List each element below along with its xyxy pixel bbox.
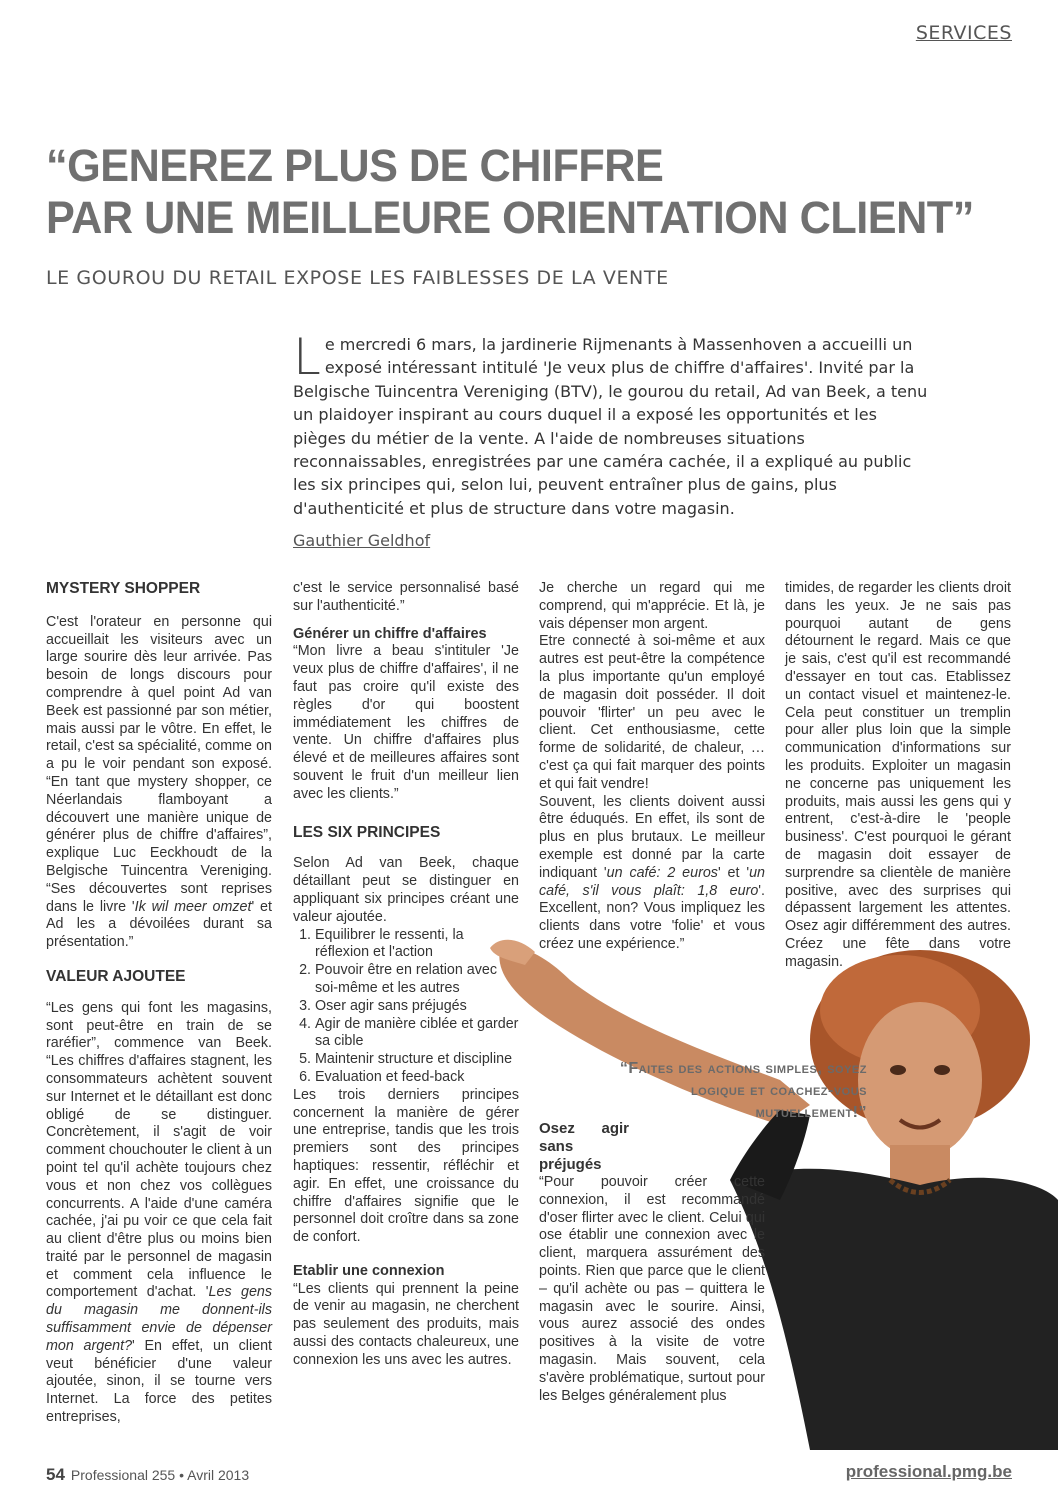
title-line-2: PAR UNE MEILLEURE ORIENTATION CLIENT” (46, 192, 974, 243)
heading-generer-chiffre: Générer un chiffre d'affaires (293, 625, 487, 642)
list-item: 5. Maintenir structure et discipline (315, 1051, 519, 1069)
column-4 (785, 580, 1011, 972)
paragraph: “Pour pouvoir créer cette connexion, il est recommandé d'oser flirter avec le client. Celui qui ose établir une connexion avec le client, marquera assurément des points. Rien que parce que le client – qu'il achète ou pas – quittera le magasin avec le sourire. Ainsi, vous aurez associé des ondes positives à la visite de votre magasin. Mais souvent, cela s'avère problématique, surtout pour les Belges généralement plus (539, 1174, 765, 1404)
paragraph: timides, de regarder les clients droit dans les yeux. Je ne sais pas pourquoi autant de gens détournent le regard. Mais ce que je sais, c'est qu'il est recommandé d'essayer en tout cas. Etablissez un contact visuel et maintenez-le. Cela peut constituer un tremplin pour aller plus loin que la simple communication d'informations sur les produits. Exploiter un magasin ne concerne pas uniquement les produits, mais aussi les gens qui y entrent, c'est-à-dire le 'people business'. C'est pourquoi le gérant de magasin doit essayer de surprendre sa clientèle de manière positive, avec des surprises qui dépassent largement les attentes. Osez agir différemment des autres. Créez une fête dans votre magasin. (785, 580, 1011, 970)
section-label: SERVICES (915, 22, 1012, 44)
list-item: 2. Pouvoir être en relation avec soi-même et les autres (315, 962, 519, 998)
list-item: 1. Equilibrer le ressenti, la réflexion et l'action (315, 927, 519, 963)
paragraph: Etre connecté à soi-même et aux autres est peut-être la compétence la plus importante qu'un employé de magasin doit posséder. Il doit pouvoir 'flirter' un peu avec le client. Cet enthousiasme, cette forme de solidarité, de chaleur, … c'est ça qui fait marquer des points et qui fait vendre! (539, 633, 765, 792)
heading-mystery-shopper: MYSTERY SHOPPER (46, 580, 201, 597)
heading-etablir-connexion: Etablir une connexion (293, 1262, 445, 1279)
issue-info: Professional 255 • Avril 2013 (70, 1467, 250, 1483)
intro-text: e mercredi 6 mars, la jardinerie Rijmenants à Massenhoven a accueilli un exposé intéressant intitulé 'Je veux plus de chiffre d'affaires'. Invité par la Belgische Tuincentra Vereniging (BTV), le gourou du retail, Ad van Beek, a tenu un plaidoyer inspirant au cours duquel il a exposé les opportunités et les pièges du métier de la vente. A l'aide de nombreuses situations reconnaissables, enregistrées par une caméra cachée, il a expliqué au public les six principes qui, selon lui, peuvent entraîner plus de gains, plus d'authenticité et plus de structure dans votre magasin. (293, 335, 928, 518)
column-1 (46, 580, 272, 1427)
page-number: 54 (46, 1465, 65, 1484)
author-byline: Gauthier Geldhof (293, 531, 431, 550)
list-item: 3. Oser agir sans préjugés (315, 998, 519, 1016)
paragraph: “Les gens qui font les magasins, sont peut-être en train de se raréfier”, commence van Beek. “Les chiffres d'affaires stagnent, les consommateurs achètent souvent sur Internet et le détaillant est donc obligé de se distinguer. Concrètement, il s'agit de voir comment chouchouter le client à un point tel qu'il achète toujours chez vous et non chez vos collègues concurrents. A l'aide d'une caméra cachée, j'ai pu voir ce que cela fait au client d'être plus ou moins bien traité par le personnel de magasin et comment cela influence le comportement d'achat. 'Les gens du magasin me donnent-ils suffisamment envie de dépenser mon argent?' En effet, un client veut bénéficier d'une valeur ajoutée, sinon, il se tourne vers Internet. La force des petites entreprises, (46, 999, 273, 1426)
article-title (46, 140, 987, 244)
paragraph: C'est l'orateur en personne qui accueillait les visiteurs avec un large sourire dès leur arrivée. Pas besoin de longs discours pour comprendre à quel point Ad van Beek est passionné par son métier, mais aussi par le vôtre. En effet, le retail, c'est sa spécialité, comme on a pu le voir pendant son exposé. “En tant que mystery shopper, ce Néerlandais flamboyant a découvert une manière unique de générer plus de chiffre d'affaires”, explique Luc Eeckhoudt de la Belgische Tuincentra Vereniging. “Ses découvertes sont reprises dans le livre 'Ik wil meer omzet' et Ad les a dévoilées durant sa présentation.” (46, 613, 272, 951)
article-subtitle: LE GOUROU DU RETAIL EXPOSE LES FAIBLESSES DE LA VENTE (46, 267, 669, 289)
paragraph: Souvent, les clients doivent aussi être éduqués. En effet, ils sont de plus en plus brutaux. Le meilleur exemple est donné par la carte indiquant 'un café: 2 euros' et 'un café, s'il vous plaît: 1,8 euro'. Excellent, non? Vous impliquez les clients dans votre 'folie' et vous créez une expérience.” (539, 793, 766, 952)
heading-six-principes: LES SIX PRINCIPES (293, 823, 441, 841)
paragraph: Selon Ad van Beek, chaque détaillant peut se distinguer en appliquant six principes créant une valeur ajoutée. (293, 855, 519, 925)
paragraph: “Mon livre a beau s'intituler 'Je veux plus de chiffre d'affaires', il ne faut pas croire qu'il existe des règles d'or qui boostent immédiatement les chiffres de vente. Un chiffre d'affaires plus élevé et de meilleures affaires sont souvent le fruit d'un meilleur lien avec les clients.” (293, 643, 519, 802)
side-heading: Osez agir sans préjugés (539, 1120, 629, 1173)
column-3 (539, 580, 765, 954)
paragraph: c'est le service personnalisé basé sur l'authenticité.” (293, 580, 519, 614)
website-link[interactable]: professional.pmg.be (845, 1462, 1012, 1481)
list-item: 4. Agir de manière ciblée et garder sa cible (315, 1016, 519, 1052)
intro-paragraph (293, 328, 933, 520)
drop-cap: L (293, 328, 321, 386)
paragraph: Les trois derniers principes concernent la manière de gérer une entreprise, tandis que les trois premiers sont des principes haptiques: ressentir, réfléchir et agir. En effet, une croissance du chiffre d'affaires signifie que le personnel doit croître dans sa zone de confort. (293, 1086, 519, 1246)
heading-valeur-ajoutee: VALEUR AJOUTEE (46, 967, 186, 985)
footer-left (46, 1465, 249, 1485)
column-3-bottom (539, 1120, 765, 1405)
paragraph: “Les clients qui prennent la peine de venir au magasin, ne cherchent pas seulement des produits, mais aussi des contacts chaleureux, une connexion les uns avec les autres. (293, 1280, 519, 1368)
title-line-1: “GENEREZ PLUS DE CHIFFRE (46, 140, 664, 191)
paragraph: Je cherche un regard qui me comprend, qui m'apprécie. Et là, je vais dépenser mon argent. (539, 580, 765, 632)
list-item: 6. Evaluation et feed-back (315, 1069, 519, 1087)
pull-quote: “Faites des actions simples, soyez logique et coachez-vous mutuellement!” (619, 1060, 867, 1121)
